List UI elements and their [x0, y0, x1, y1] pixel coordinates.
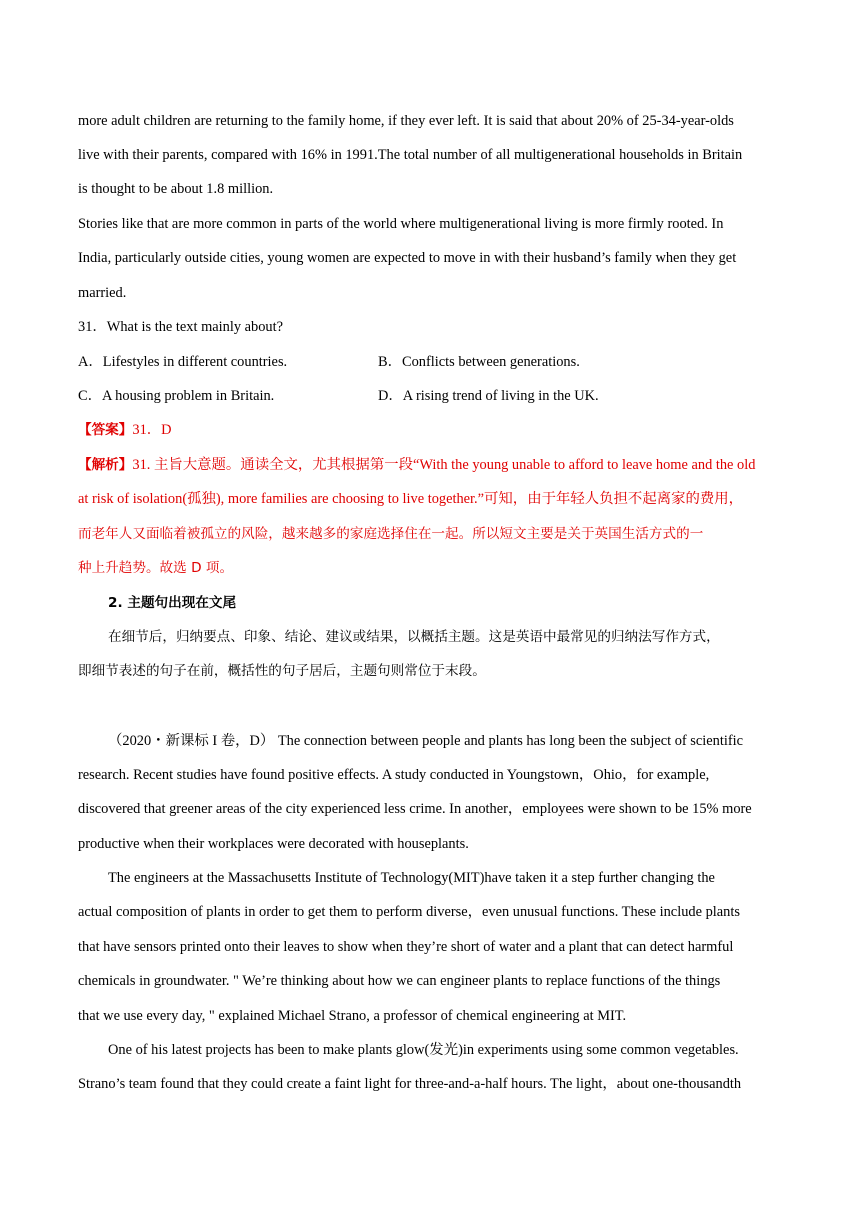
analysis-text: 31. 主旨大意题。通读全文，尤其根据第一段“With the young unable to afford to leave home and the old: [132, 457, 756, 473]
option-d: D．A rising trend of living in the UK.: [378, 388, 599, 404]
option-b: B．Conflicts between generations.: [378, 354, 580, 370]
paragraph-line: India, particularly outside cities, young women are expected to move in with their husband’s family when they get: [78, 250, 737, 266]
analysis-tag: 【解析】: [78, 457, 133, 473]
passage-line: The engineers at the Massachusetts Institute of Technology(MIT)have taken it a step further changing the: [108, 870, 715, 886]
passage-line: research. Recent studies have found positive effects. A study conducted in Youngstown，Ohio，for example,: [78, 767, 710, 783]
passage-line: that have sensors printed onto their leaves to show when they’re short of water and a plant that can detect harmful: [78, 939, 734, 955]
option-c: C．A housing problem in Britain.: [78, 388, 275, 404]
option-a: A．Lifestyles in different countries.: [78, 354, 288, 370]
answer-line: [78, 421, 798, 439]
answer-text: 31．D: [132, 422, 172, 438]
section-body-line: 即细节表述的句子在前，概括性的句子居后，主题句则常位于末段。: [78, 663, 486, 679]
paragraph-line: more adult children are returning to the family home, if they ever left. It is said that about 20% of 25-34-year-olds: [78, 113, 734, 129]
passage-line: actual composition of plants in order to get them to perform diverse，even unusual functions. These include plants: [78, 904, 740, 920]
passage-line: chemicals in groundwater. " We’re thinking about how we can engineer plants to replace functions of the things: [78, 973, 721, 989]
question-text: 31．What is the text mainly about?: [78, 319, 284, 335]
paragraph-line: married.: [78, 285, 127, 301]
passage-line: One of his latest projects has been to make plants glow(发光)in experiments using some common vegetables.: [108, 1042, 739, 1058]
passage-line: discovered that greener areas of the city experienced less crime. In another，employees were shown to be 15% more: [78, 801, 752, 817]
analysis-line: at risk of isolation(孤独), more families are choosing to live together.”可知，由于年轻人负担不起离家的费用，: [78, 491, 744, 507]
paragraph-line: Stories like that are more common in parts of the world where multigenerational living is more firmly rooted. In: [78, 216, 724, 232]
passage-line: that we use every day, " explained Michael Strano, a professor of chemical engineering at MIT.: [78, 1008, 627, 1024]
analysis-line: [78, 456, 798, 474]
passage-line: （2020・新课标 I 卷，D） The connection between people and plants has long been the subject of scientific: [108, 733, 744, 749]
analysis-line: 种上升趋势。故选 D 项。: [78, 560, 234, 576]
analysis-line: 而老年人又面临着被孤立的风险，越来越多的家庭选择住在一起。所以短文主要是关于英国生活方式的一: [78, 526, 704, 542]
paragraph-line: live with their parents, compared with 16% in 1991.The total number of all multigenerational households in Britain: [78, 147, 743, 163]
passage-line: Strano’s team found that they could create a faint light for three-and-a-half hours. The light，about one-thousandth: [78, 1076, 742, 1092]
passage-line: productive when their workplaces were decorated with houseplants.: [78, 836, 469, 852]
paragraph-line: is thought to be about 1.8 million.: [78, 181, 274, 197]
section-body-line: 在细节后，归纳要点、印象、结论、建议或结果，以概括主题。这是英语中最常见的归纳法写作方式，: [108, 629, 720, 645]
answer-tag: 【答案】: [78, 422, 133, 438]
section-heading: 2. 主题句出现在文尾: [108, 595, 237, 611]
